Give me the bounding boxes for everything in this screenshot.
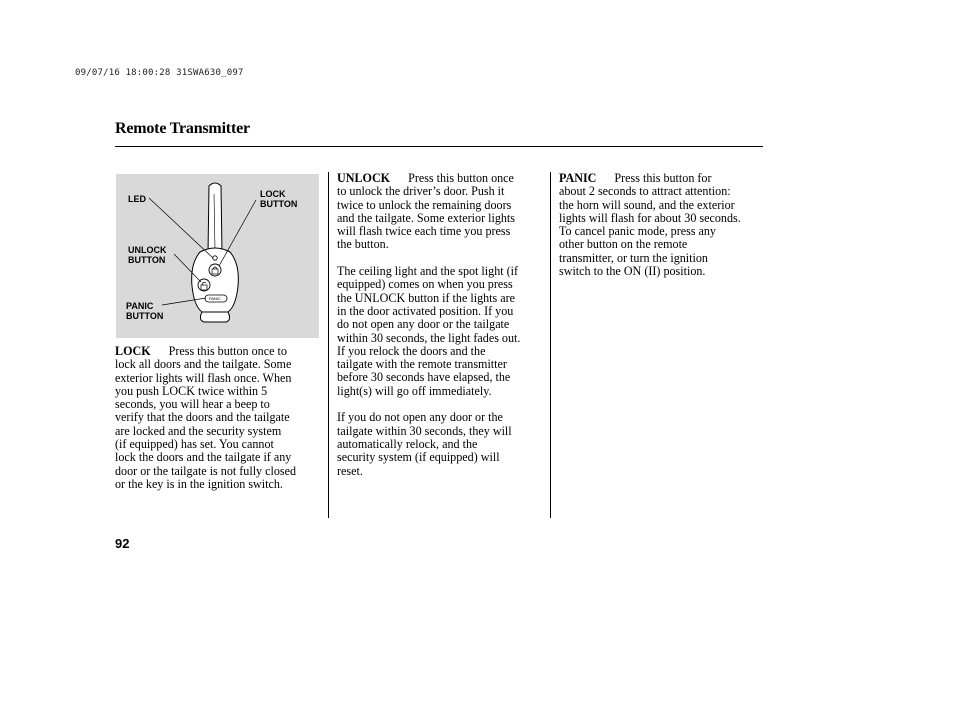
figure-label-panic-line1: PANIC xyxy=(126,301,154,311)
para2-line: tailgate with the remote transmitter xyxy=(337,357,507,372)
figure-label-unlock-line2: BUTTON xyxy=(128,255,166,265)
para3-line: tailgate within 30 seconds, they will xyxy=(337,423,512,438)
lock-line: lock all doors and the tailgate. Some xyxy=(115,357,292,372)
figure-label-unlock-line1: UNLOCK xyxy=(128,245,167,255)
figure-label-panic-button xyxy=(126,301,163,321)
para2-line: before 30 seconds have elapsed, the xyxy=(337,370,511,385)
panic-line: transmitter, or turn the ignition xyxy=(559,250,708,265)
title-rule xyxy=(115,146,763,147)
panic-paragraph xyxy=(559,172,765,278)
lock-line: are locked and the security system xyxy=(115,423,282,438)
print-timestamp: 09/07/16 18:00:28 31SWA630_097 xyxy=(75,68,244,78)
lock-line: lock the doors and the tailgate if any xyxy=(115,450,292,465)
para2-line: in the door activated position. If you xyxy=(337,303,514,318)
unlock-line: the button. xyxy=(337,237,389,252)
lock-paragraph xyxy=(115,345,323,491)
para3-line: If you do not open any door or the xyxy=(337,410,503,425)
lock-line: door or the tailgate is not fully closed xyxy=(115,463,297,478)
column-3-text xyxy=(559,172,765,292)
para2-line: equipped) comes on when you press xyxy=(337,277,513,292)
lock-line: or the key is in the ignition switch. xyxy=(115,476,283,491)
unlock-line: twice to unlock the remaining doors xyxy=(337,197,512,212)
figure-label-lock-button xyxy=(260,189,297,209)
para3-line: security system (if equipped) will xyxy=(337,450,500,465)
panic-line: other button on the remote xyxy=(559,237,688,252)
panic-term: PANIC xyxy=(559,171,597,185)
ceiling-light-paragraph xyxy=(337,265,547,398)
auto-relock-paragraph xyxy=(337,411,547,477)
lock-line: you push LOCK twice within 5 xyxy=(115,383,268,398)
unlock-line: will flash twice each time you press xyxy=(337,224,511,239)
column-2-text xyxy=(337,172,547,491)
para2-line: light(s) will go off immediately. xyxy=(337,383,492,398)
para2-line: The ceiling light and the spot light (if xyxy=(337,264,519,279)
panic-button-text: PANIC xyxy=(209,296,221,301)
para2-line: If you relock the doors and the xyxy=(337,343,486,358)
lock-line: verify that the doors and the tailgate xyxy=(115,410,290,425)
column-divider-2 xyxy=(550,172,551,518)
panic-line: switch to the ON (II) position. xyxy=(559,264,706,279)
panic-line: To cancel panic mode, press any xyxy=(559,224,716,239)
figure-label-lock-line2: BUTTON xyxy=(260,199,298,209)
figure-label-led: LED xyxy=(128,194,146,204)
lock-line: (if equipped) has set. You cannot xyxy=(115,437,274,452)
para3-line: automatically relock, and the xyxy=(337,436,478,451)
unlock-line: and the tailgate. Some exterior lights xyxy=(337,210,515,225)
para2-line: within 30 seconds, the light fades out. xyxy=(337,330,521,345)
key-fob-figure xyxy=(116,174,319,338)
unlock-line: Press this button once xyxy=(408,171,514,185)
unlock-paragraph xyxy=(337,172,547,252)
figure-label-lock-line1: LOCK xyxy=(260,189,286,199)
page-title: Remote Transmitter xyxy=(115,120,250,137)
para2-line: the UNLOCK button if the lights are xyxy=(337,290,516,305)
para3-line: reset. xyxy=(337,463,363,478)
page-number: 92 xyxy=(115,536,130,551)
lock-line: Press this button once to xyxy=(168,344,287,358)
figure-label-unlock-button xyxy=(128,245,167,265)
column-1-text xyxy=(115,345,323,505)
unlock-term: UNLOCK xyxy=(337,171,391,185)
unlock-line: to unlock the driver’s door. Push it xyxy=(337,184,505,199)
lock-line: seconds, you will hear a beep to xyxy=(115,397,270,412)
panic-line: about 2 seconds to attract attention: xyxy=(559,184,731,199)
panic-line: Press this button for xyxy=(614,171,712,185)
column-divider-1 xyxy=(328,172,329,518)
lock-term: LOCK xyxy=(115,344,151,358)
figure-label-panic-line2: BUTTON xyxy=(126,311,164,321)
panic-line: the horn will sound, and the exterior xyxy=(559,197,735,212)
para2-line: do not open any door or the tailgate xyxy=(337,317,510,332)
panic-line: lights will flash for about 30 seconds. xyxy=(559,210,741,225)
lock-line: exterior lights will flash once. When xyxy=(115,370,292,385)
